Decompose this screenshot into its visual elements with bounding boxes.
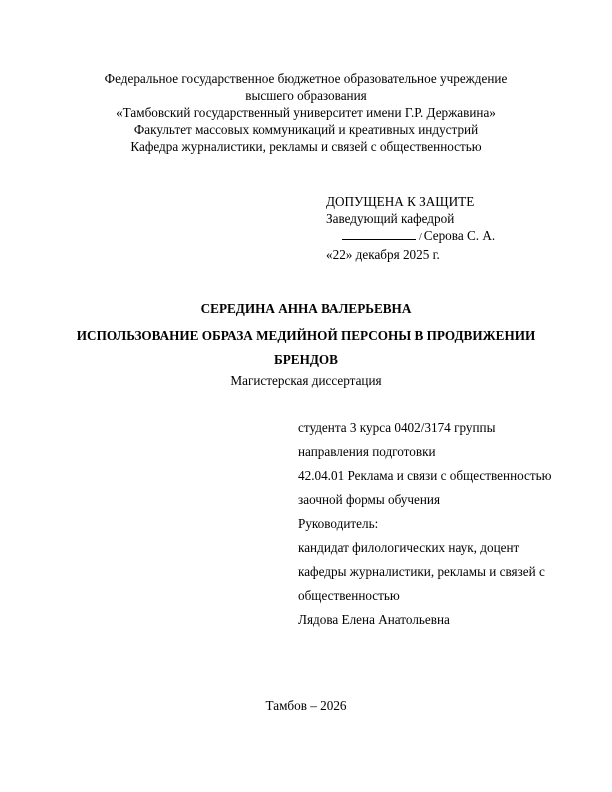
student-line: 42.04.01 Реклама и связи с общественностью	[298, 468, 552, 483]
header-line: Факультет массовых коммуникаций и креативных индустрий	[133, 122, 479, 137]
thesis-title: ИСПОЛЬЗОВАНИЕ ОБРАЗА МЕДИЙНОЙ ПЕРСОНЫ В ПРОДВИЖЕНИИ БРЕНДОВ	[76, 328, 536, 367]
city-year: Тамбов – 2026	[265, 698, 347, 713]
approval-block	[326, 193, 495, 263]
head-name: Серова С. А.	[423, 228, 496, 243]
signature-line	[342, 228, 416, 240]
signature-slash: /	[419, 232, 422, 243]
document-type: Магистерская диссертация	[230, 373, 382, 388]
approval-status: ДОПУЩЕНА К ЗАЩИТЕ	[326, 194, 475, 209]
header-line: Кафедра журналистики, рекламы и связей с общественностью	[130, 139, 482, 154]
supervisor-line: общественностью	[298, 588, 400, 603]
header-line: высшего образования	[245, 88, 367, 103]
supervisor-line: кандидат филологических наук, доцент	[298, 540, 520, 555]
supervisor-name: Лядова Елена Анатольевна	[298, 612, 450, 627]
approval-date: «22» декабря 2025 г.	[326, 247, 440, 262]
student-line: студента 3 курса 0402/3174 группы	[298, 420, 496, 435]
supervisor-line: кафедры журналистики, рекламы и связей с	[298, 564, 545, 579]
signature-row	[326, 227, 495, 246]
author-name: СЕРЕДИНА АННА ВАЛЕРЬЕВНА	[200, 301, 412, 316]
header-line: Федеральное государственное бюджетное образовательное учреждение	[104, 71, 508, 86]
institution-header	[60, 70, 552, 155]
approval-role: Заведующий кафедрой	[326, 211, 455, 226]
student-info	[298, 416, 552, 632]
header-line: «Тамбовский государственный университет имени Г.Р. Державина»	[116, 105, 496, 120]
supervisor-label: Руководитель:	[298, 516, 379, 531]
student-line: заочной формы обучения	[298, 492, 441, 507]
student-line: направления подготовки	[298, 444, 436, 459]
